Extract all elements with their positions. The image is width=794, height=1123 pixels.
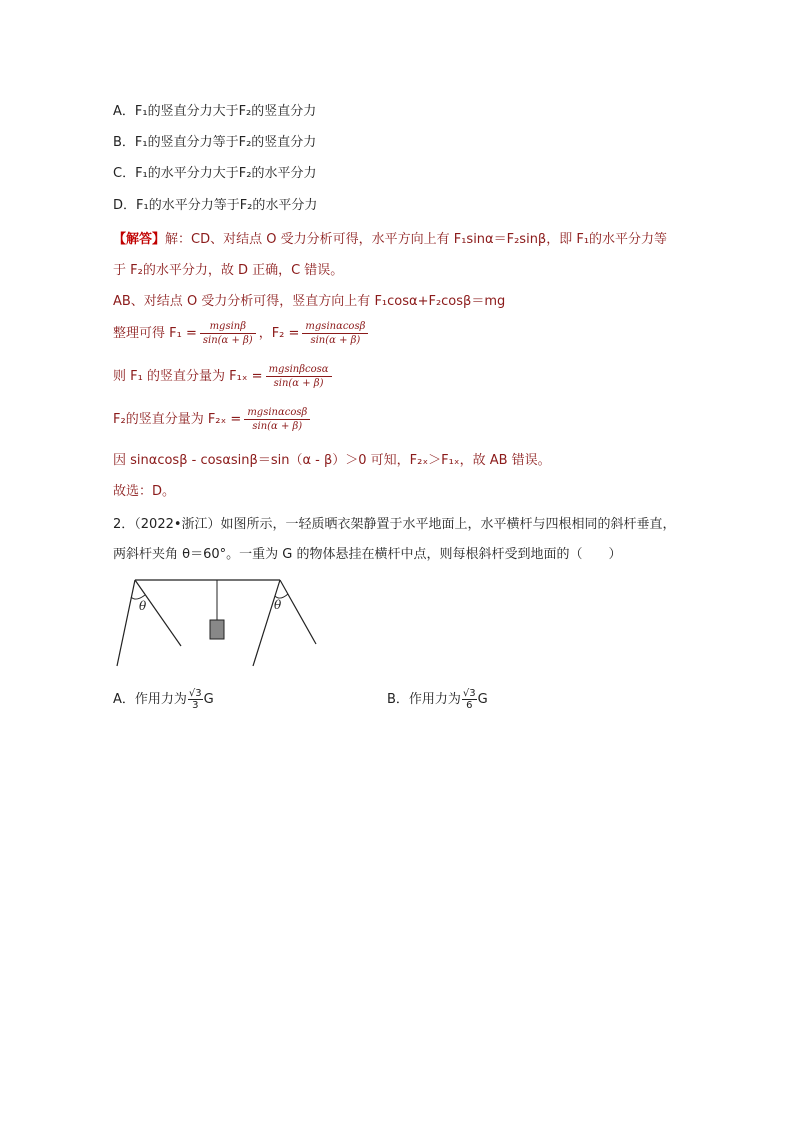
- f2x-denominator: sin(α + β): [252, 421, 303, 432]
- f2-denominator: sin(α + β): [310, 335, 361, 346]
- fraction-f1: [200, 320, 256, 347]
- right-leg-inner: [280, 580, 316, 644]
- option-d: D．F₁的水平分力等于F₂的水平分力: [113, 198, 318, 213]
- clothes-rack-diagram: [110, 572, 325, 672]
- f1-numerator: mgsinβ: [200, 320, 256, 334]
- q2-option-b-suffix: G: [477, 692, 488, 707]
- option-a: A．F₁的竖直分力大于F₂的竖直分力: [113, 104, 317, 119]
- solution-text-1: 解：CD、对结点 O 受力分析可得，水平方向上有 F₁sinα＝F₂sinβ，即 F₁的水平分力等: [165, 232, 668, 247]
- q2-option-b: [387, 688, 488, 711]
- q2-option-a-suffix: G: [203, 692, 214, 707]
- solution-line-1: [113, 231, 667, 249]
- solution-line-6: [113, 406, 313, 433]
- line4-prefix: 整理可得 F₁ =: [113, 326, 197, 341]
- left-leg-outer: [117, 580, 135, 666]
- solution-tag: 【解答】: [113, 232, 166, 247]
- f2-numerator: mgsinαcosβ: [302, 320, 368, 334]
- f1x-denominator: sin(α + β): [273, 378, 324, 389]
- f2x-numerator: mgsinαcosβ: [244, 406, 310, 420]
- fraction-f1x: [266, 363, 332, 390]
- left-leg-inner: [135, 580, 181, 646]
- q2-option-b-numerator: √3: [462, 688, 476, 699]
- line6-prefix: F₂的竖直分量为 F₂ₓ =: [113, 412, 242, 427]
- right-theta-label: θ: [274, 598, 282, 612]
- left-theta-label: θ: [139, 599, 147, 613]
- line4-mid: ，F₂ =: [258, 326, 300, 341]
- q2-option-a-denominator: 3: [192, 700, 199, 711]
- q2-option-b-prefix: B．作用力为: [387, 692, 461, 707]
- solution-line-4: [113, 320, 371, 347]
- q2-option-a-fraction: [188, 688, 203, 711]
- solution-line-8: 故选：D。: [113, 484, 176, 499]
- q2-option-a: [113, 688, 214, 711]
- question2-line-1: 2．（2022•浙江）如图所示，一轻质晒衣架静置于水平地面上，水平横杆与四根相同的斜杆垂直，: [113, 517, 676, 532]
- hanging-weight: [210, 620, 224, 639]
- solution-line-2: 于 F₂的水平分力，故 D 正确，C 错误。: [113, 263, 344, 278]
- q2-option-b-denominator: 6: [466, 700, 473, 711]
- option-c: C．F₁的水平分力大于F₂的水平分力: [113, 166, 317, 181]
- right-leg-outer: [253, 580, 280, 666]
- q2-option-a-prefix: A．作用力为: [113, 692, 187, 707]
- line5-prefix: 则 F₁ 的竖直分量为 F₁ₓ =: [113, 369, 263, 384]
- q2-option-b-fraction: [462, 688, 477, 711]
- q2-option-a-numerator: √3: [188, 688, 202, 699]
- fraction-f2: [302, 320, 368, 347]
- option-b: B．F₁的竖直分力等于F₂的竖直分力: [113, 135, 317, 150]
- solution-line-7: 因 sinαcosβ - cosαsinβ＝sin（α - β）＞0 可知，F₂ₓ＞F₁ₓ，故 AB 错误。: [113, 453, 551, 468]
- solution-line-3: AB、对结点 O 受力分析可得，竖直方向上有 F₁cosα+F₂cosβ＝mg: [113, 294, 506, 309]
- question2-line-2: 两斜杆夹角 θ＝60°。一重为 G 的物体悬挂在横杆中点，则每根斜杆受到地面的（ ）: [113, 547, 622, 562]
- f1-denominator: sin(α + β): [202, 335, 253, 346]
- f1x-numerator: mgsinβcosα: [266, 363, 332, 377]
- fraction-f2x: [244, 406, 310, 433]
- solution-line-5: [113, 363, 335, 390]
